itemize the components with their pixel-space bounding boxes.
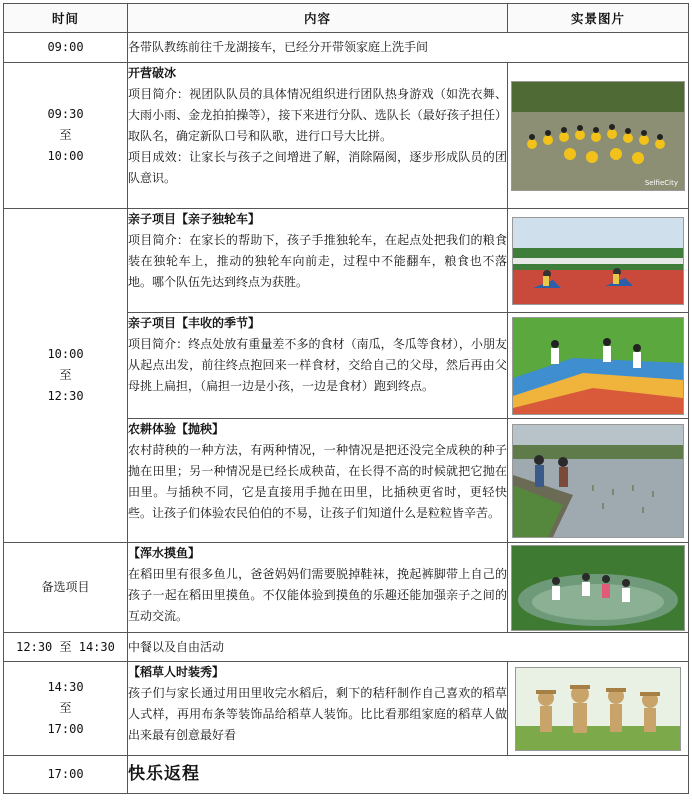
activity-intro: 农村莳秧的一种方法，有两种情况，一种情况是把还没完全成秧的种子抛在田里；另一种情况是已经长成秧苗，在长得不高的时候就把它抛在田里。与插秧不同，它是直接用手抛在田里，比插秧更省时，更轻快些。让孩子们体验农民伯伯的不易，让孩子们知道什么是粒粒皆辛苦。 bbox=[128, 443, 507, 520]
photo-watermark: SelfieCity bbox=[644, 178, 678, 187]
activity-title: 开营破冰 bbox=[128, 66, 177, 80]
content-text: 快乐返程 bbox=[128, 763, 200, 784]
activity-title: 【稻草人时装秀】 bbox=[128, 665, 225, 679]
header-time: 时间 bbox=[4, 4, 128, 33]
photo-cell bbox=[508, 419, 689, 543]
time-to: 至 bbox=[59, 368, 72, 382]
time-cell bbox=[4, 633, 128, 662]
time-start: 10:00 bbox=[47, 347, 84, 361]
content-cell bbox=[128, 33, 689, 63]
time-end: 17:00 bbox=[47, 722, 84, 736]
photo-cell bbox=[508, 209, 689, 313]
time-text: 09:00 bbox=[47, 40, 84, 54]
time-text: 12:30 至 14:30 bbox=[16, 639, 115, 654]
time-text: 17:00 bbox=[47, 767, 84, 781]
time-text: 备选项目 bbox=[41, 580, 90, 594]
time-start: 14:30 bbox=[47, 680, 84, 694]
time-start: 09:30 bbox=[47, 107, 84, 121]
activity-intro: 孩子们与家长通过用田里收完水稻后，剩下的秸秆制作自己喜欢的稻草人式样，再用布条等装饰品给稻草人装饰。比比看那组家庭的稻草人做出来最有创意最好看 bbox=[128, 686, 507, 742]
table-row bbox=[4, 63, 689, 209]
content-cell bbox=[128, 63, 508, 209]
content-cell bbox=[128, 419, 508, 543]
time-cell bbox=[4, 543, 128, 633]
header-content: 内容 bbox=[128, 4, 508, 33]
children-group-photo bbox=[511, 81, 685, 191]
table-row bbox=[4, 33, 689, 63]
activity-title: 亲子项目【亲子独轮车】 bbox=[128, 212, 261, 226]
time-to: 至 bbox=[59, 128, 72, 142]
content-cell bbox=[128, 662, 508, 756]
time-cell bbox=[4, 756, 128, 794]
activity-result: 项目成效：让家长与孩子之间增进了解，消除隔阂，逐步形成队员的团队意识。 bbox=[128, 150, 507, 185]
activity-intro: 项目简介：终点处放有重量差不多的食材（南瓜，冬瓜等食材），小朋友从起点出发，前往终点抱回来一样食材，交给自己的父母，然后再由父母挑上扁担，（扁担一边是小孩，一边是食材）跑到终点。 bbox=[128, 337, 507, 393]
activity-intro: 项目简介：视团队队员的具体情况组织进行团队热身游戏（如洗衣舞、大雨小雨、金龙拍拍操等），接下来进行分队、选队长（最好孩子担任）取队名，确定新队口号和队歌，进行口号大比拼。 bbox=[128, 87, 507, 143]
schedule-table bbox=[3, 3, 689, 794]
time-to: 至 bbox=[59, 701, 72, 715]
photo-cell bbox=[508, 63, 689, 209]
photo-cell bbox=[508, 662, 689, 756]
table-row bbox=[4, 633, 689, 662]
time-cell bbox=[4, 33, 128, 63]
table-row bbox=[4, 543, 689, 633]
harvest-photo bbox=[512, 317, 684, 415]
time-end: 10:00 bbox=[47, 149, 84, 163]
rice-field-photo bbox=[512, 424, 684, 538]
header-row bbox=[4, 4, 689, 33]
activity-title: 亲子项目【丰收的季节】 bbox=[128, 316, 261, 330]
content-cell bbox=[128, 756, 689, 794]
time-cell bbox=[4, 63, 128, 209]
activity-title: 【浑水摸鱼】 bbox=[128, 546, 201, 560]
content-text: 中餐以及自由活动 bbox=[128, 639, 225, 654]
header-photo: 实景图片 bbox=[508, 4, 689, 33]
content-cell bbox=[128, 633, 689, 662]
content-cell bbox=[128, 313, 508, 419]
table-row bbox=[4, 662, 689, 756]
scarecrow-photo bbox=[515, 667, 681, 751]
table-row bbox=[4, 209, 689, 313]
activity-title: 农耕体验【抛秧】 bbox=[128, 422, 225, 436]
time-cell bbox=[4, 209, 128, 543]
content-cell bbox=[128, 543, 508, 633]
time-end: 12:30 bbox=[47, 389, 84, 403]
wheelbarrow-photo bbox=[512, 217, 684, 305]
activity-intro: 在稻田里有很多鱼儿，爸爸妈妈们需要脱掉鞋袜，挽起裤脚带上自己的孩子一起在稻田里摸鱼。不仅能体验到摸鱼的乐趣还能加强亲子之间的互动交流。 bbox=[128, 567, 507, 623]
photo-cell bbox=[508, 313, 689, 419]
content-cell bbox=[128, 209, 508, 313]
activity-intro: 项目简介：在家长的帮助下，孩子手推独轮车，在起点处把我们的粮食装在独轮车上，推动的独轮车向前走，过程中不能翻车，粮食也不落地。哪个队伍先达到终点为获胜。 bbox=[128, 233, 507, 289]
photo-cell bbox=[508, 543, 689, 633]
content-text: 各带队教练前往千龙湖接车，已经分开带领家庭上洗手间 bbox=[128, 40, 429, 54]
time-cell bbox=[4, 662, 128, 756]
table-row bbox=[4, 756, 689, 794]
fishing-pond-photo bbox=[511, 545, 685, 631]
